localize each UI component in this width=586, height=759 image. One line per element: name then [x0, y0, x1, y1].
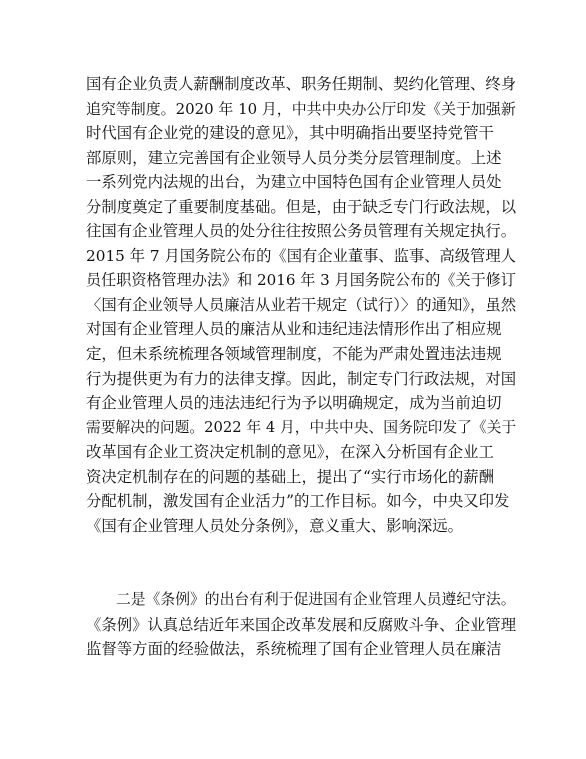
text-line: 有企业管理人员的违法违纪行为予以明确规定，成为当前迫切 [86, 394, 502, 413]
text-line: 2015 年 7 月国务院公布的《国有企业董事、监事、高级管理人 [86, 246, 516, 265]
text-line: 二是《条例》的出台有利于促进国有企业管理人员遵纪守法。 [116, 591, 516, 608]
text-line: 往国有企业管理人员的处分往往按照公务员管理有关规定执行。 [86, 222, 517, 241]
text-line: 资决定机制存在的问题的基础上，提出了“实行市场化的薪酬 [86, 467, 495, 486]
text-line: 分制度奠定了重要制度基础。但是，由于缺乏专门行政法规，以 [86, 197, 517, 216]
text-line: 分配机制，激发国有企业活力”的工作目标。如今，中央又印发 [86, 492, 510, 511]
text-line: 一系列党内法规的出台，为建立中国特色国有企业管理人员处 [86, 173, 502, 192]
text-line: 改革国有企业工资决定机制的意见》，在深入分析国有企业工 [86, 443, 494, 462]
text-line: 国有企业负责人薪酬制度改革、职务任期制、契约化管理、终身 [86, 75, 517, 93]
text-line: 《条例》认真总结近年来国企改革发展和反腐败斗争、企业管理 [86, 615, 517, 634]
text-line: 时代国有企业党的建设的意见》，其中明确指出要坚持党管干 [86, 124, 494, 143]
text-line: 监督等方面的经验做法，系统梳理了国有企业管理人员在廉洁 [86, 640, 502, 659]
text-line: 需要解决的问题。2022 年 4 月，中共中央、国务院印发了《关于 [86, 418, 517, 436]
text-line: 行为提供更为有力的法律支撑。因此，制定专门行政法规，对国 [86, 369, 517, 388]
text-line: 定，但未系统梳理各领域管理制度，不能为严肃处置违法违规 [86, 345, 502, 364]
text-line: 〈国有企业领导人员廉洁从业若干规定（试行）〉的通知》，虽然 [86, 295, 517, 314]
text-line: 部原则，建立完善国有企业领导人员分类分层管理制度。上述 [86, 148, 502, 167]
text-line: 对国有企业管理人员的廉洁从业和违纪违法情形作出了相应规 [86, 320, 502, 339]
text-line: 《国有企业管理人员处分条例》，意义重大、影响深远。 [86, 516, 464, 535]
text-line: 追究等制度。2020 年 10 月，中共中央办公厅印发《关于加强新 [86, 99, 516, 118]
body-paragraph-1 [86, 72, 516, 538]
text-line: 员任职资格管理办法》和 2016 年 3 月国务院公布的《关于修订 [86, 271, 516, 290]
body-paragraph-2 [86, 588, 516, 662]
